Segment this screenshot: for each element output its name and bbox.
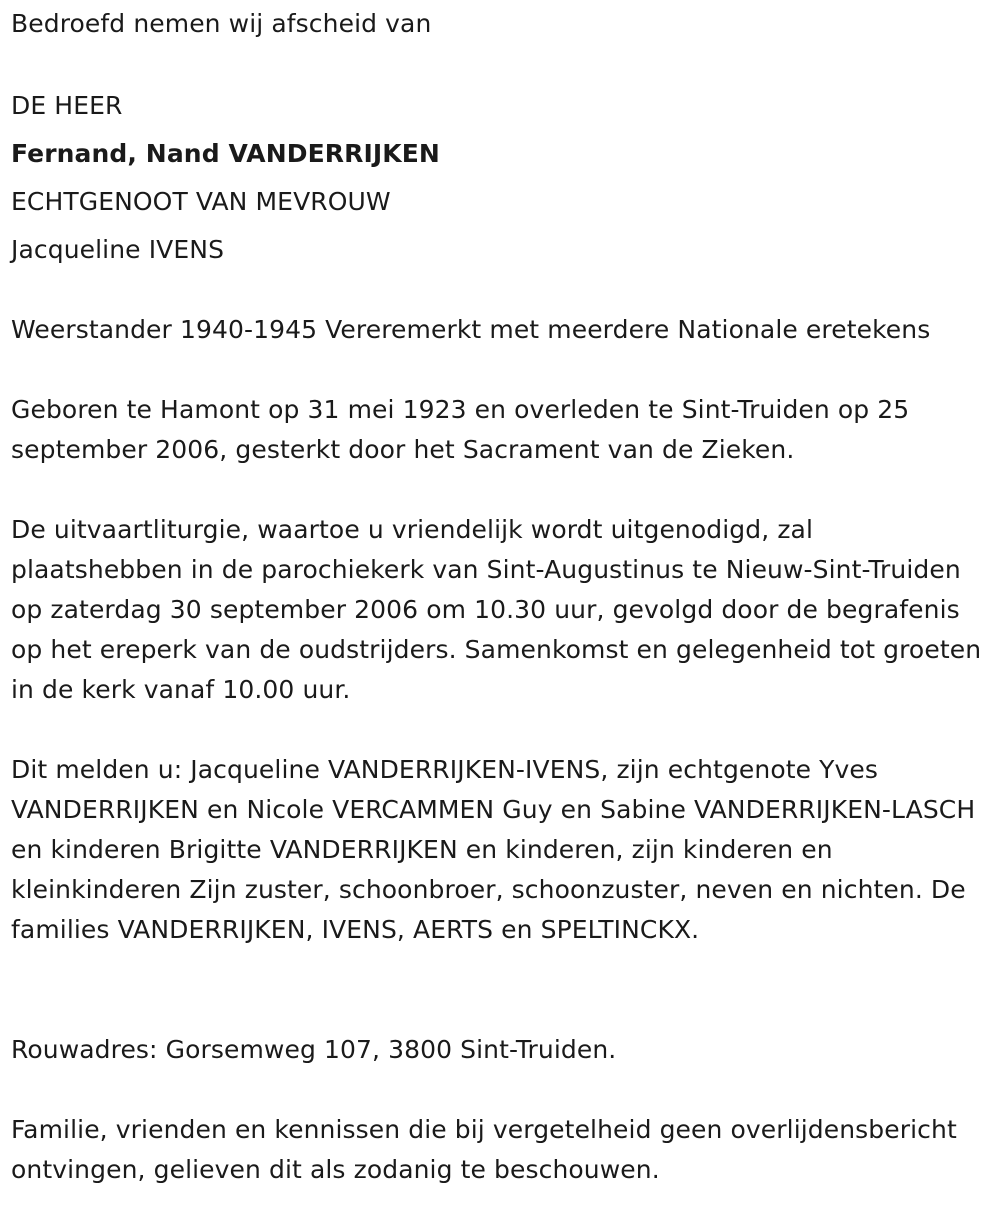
funeral-paragraph: De uitvaartliturgie, waartoe u vriendelijk wordt uitgenodigd, zal plaatshebben in de parochiekerk van Sint-Augustinus te Nieuw-Sint-Truiden op zaterdag 30 september 2006 om 10.30 uur, gevolgd door de begrafenis op het ereperk van de oudstrijders. Samenkomst en gelegenheid tot groeten in de kerk vanaf 10.00 uur.	[11, 515, 982, 704]
title-text: DE HEER	[11, 91, 123, 120]
spouse-label: ECHTGENOOT VAN MEVROUW	[11, 187, 391, 216]
birth-death-paragraph: Geboren te Hamont op 31 mei 1923 en overleden te Sint-Truiden op 25 september 2006, gesterkt door het Sacrament van de Zieken.	[11, 395, 910, 464]
honors-text: Weerstander 1940-1945 Vereremerkt met meerdere Nationale eretekens	[11, 315, 931, 344]
spouse-name: Jacqueline IVENS	[11, 235, 225, 264]
intro-text: Bedroefd nemen wij afscheid van	[11, 9, 432, 38]
announcers-paragraph: Dit melden u: Jacqueline VANDERRIJKEN-IVENS, zijn echtgenote Yves VANDERRIJKEN en Nicole VERCAMMEN Guy en Sabine VANDERRIJKEN-LASCH en kinderen Brigitte VANDERRIJKEN en kinderen, zijn kinderen en kleinkinderen Zijn zuster, schoonbroer, schoonzuster, neven en nichten. De families VANDERRIJKEN, IVENS, AERTS en SPELTINCKX.	[11, 755, 976, 944]
deceased-name: Fernand, Nand VANDERRIJKEN	[11, 139, 440, 168]
closing-paragraph: Familie, vrienden en kennissen die bij vergetelheid geen overlijdensbericht ontvingen, gelieven dit als zodanig te beschouwen.	[11, 1115, 957, 1184]
address-text: Rouwadres: Gorsemweg 107, 3800 Sint-Truiden.	[11, 1035, 617, 1064]
